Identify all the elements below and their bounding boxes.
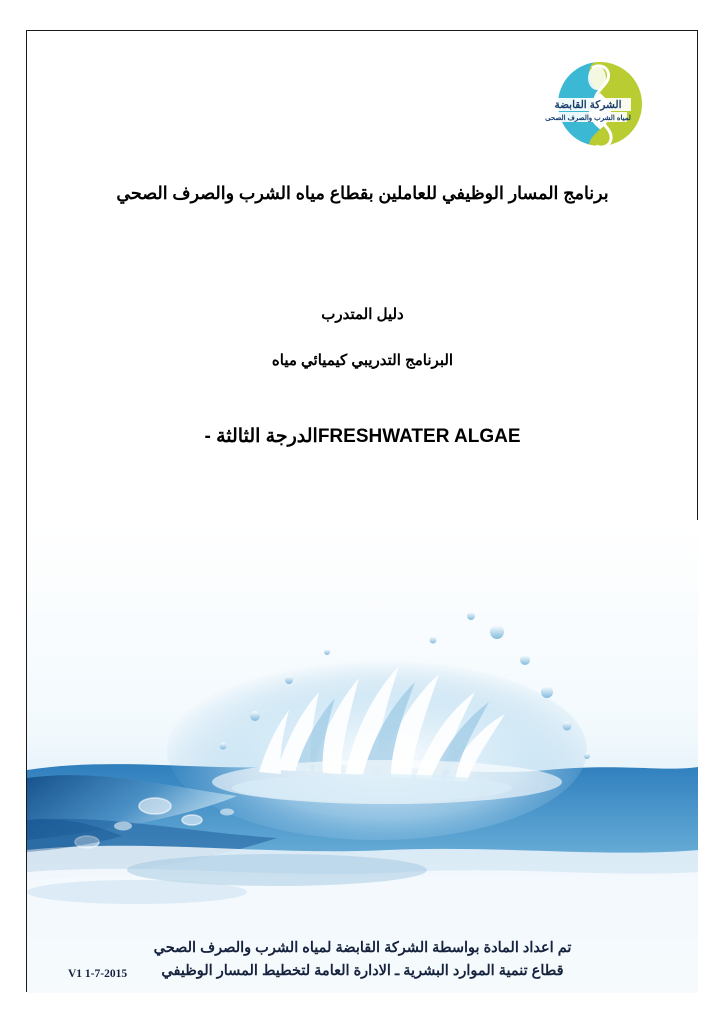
subtitle-trainee-guide: دليل المتدرب [321,306,404,323]
subtitle-program-name: البرنامج التدريبي كيميائي مياه [271,352,454,369]
water-splash-illustration [27,520,698,993]
footer [60,937,665,982]
footer-line-2: قطاع تنمية الموارد البشرية ـ الادارة العامة لتخطيط المسار الوظيفي [161,962,564,979]
version-label: V1 1-7-2015 [68,968,128,980]
course-title-arabic: الدرجة الثالثة - [204,426,318,447]
footer-line-1: تم اعداد المادة بواسطة الشركة القابضة لمياه الشرب والصرف الصحي [153,940,572,957]
course-title [60,425,665,448]
course-title-english: FRESHWATER ALGAE [317,426,521,447]
subtitle-block [60,305,665,369]
logo-icon [535,56,665,161]
water-splash-photo [27,520,698,993]
page-title: برنامج المسار الوظيفي للعاملين بقطاع مياه الشرب والصرف الصحي [116,183,609,203]
holding-company-logo [535,56,665,161]
logo-text-line-2: لمياه الشرب والصرف الصحى [545,115,631,122]
logo-text-line-1: الشركة القابضة [554,99,622,111]
